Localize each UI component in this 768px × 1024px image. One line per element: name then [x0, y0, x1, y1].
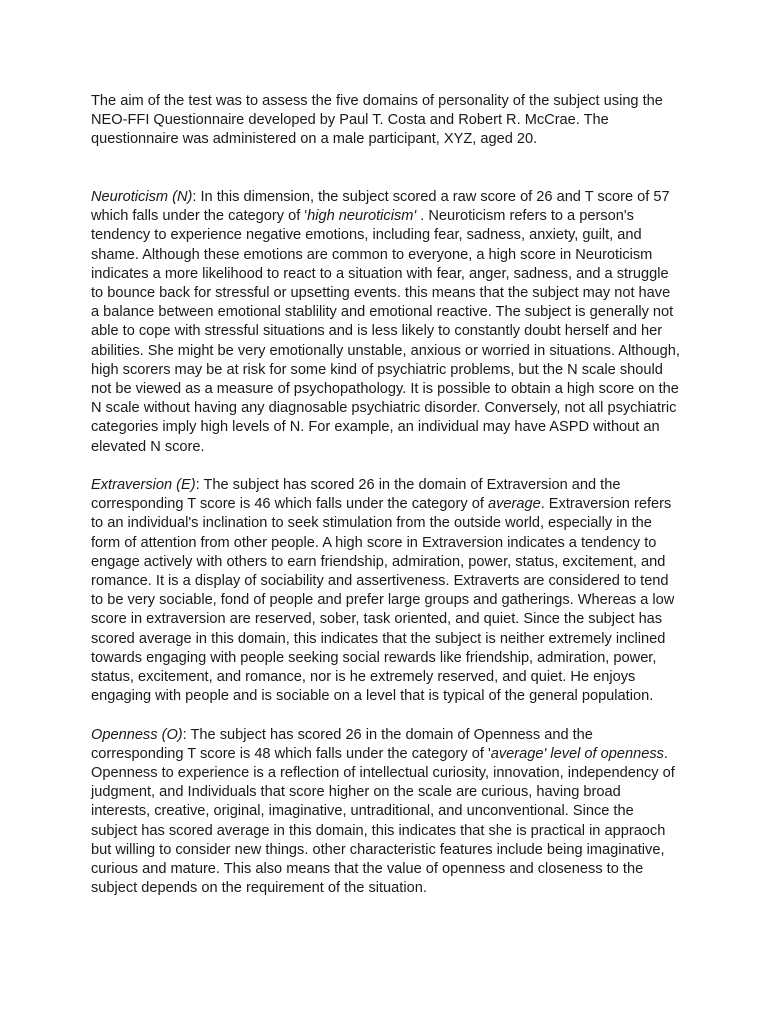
extraversion-text-1: : The subject has scored 26 in the domain of Extraversion and the corresponding T score is 46 which falls under the category of [91, 477, 621, 513]
openness-paragraph [91, 726, 681, 899]
neuroticism-heading: Neuroticism (N) [91, 189, 193, 205]
neuroticism-category: high neuroticism' [307, 208, 417, 225]
openness-heading: Openness (O) [91, 726, 183, 743]
intro-paragraph [91, 92, 681, 150]
neuroticism-paragraph [91, 188, 681, 457]
extraversion-heading: Extraversion (E) [91, 477, 196, 494]
openness-text-1: : The subject has scored 26 in the domain of Openness and the corresponding T score is 48 which falls under the category of ' [91, 726, 593, 762]
extraversion-text-2: . Extraversion refers to an individual's inclination to seek stimulation from the outside world, especially in the form of attention from other people. A high score in Extraversion indicates a tendency to engage actively with others to earn friendship, admiration, power, status, excitement, and romance. It is a display of sociability and assertiveness. Extraverts are considered to tend to be very sociable, fond of people and prefer large groups and gatherings. Whereas a low score in extraversion are reserved, sober, task oriented, and quiet. Since the subject has scored average in this domain, this indicates that the subject is neither extremely inclined towards engaging with people seeking social rewards like friendship, admiration, power, status, excitement, and romance, nor is he extremely reserved, and quiet. He enjoys engaging with people and is sociable on a level that is typical of the general population. [91, 496, 675, 705]
intro-text: The aim of the test was to assess the five domains of personality of the subject using the NEO-FFI Questionnaire developed by Paul T. Costa and Robert R. McCrae. The questionnaire was administered on a male participant, XYZ, aged 20. [91, 93, 663, 148]
openness-category: average' level of openness [490, 745, 664, 762]
neuroticism-text-2: . Neuroticism refers to a person's tendency to experience negative emotions, including fear, sadness, anxiety, guilt, and shame. Although these emotions are common to everyone, a high score in Neuroticism indicates a more likelihood to react to a situation with fear, anger, sadness, and a struggle to bounce back for stressful or upsetting events. this means that the subject may not have a balance between emotional stablility and emotional reactive. The subject is generally not able to cope with stressful situations and is less likely to constantly doubt herself and her abilities. She might be very emotionally unstable, anxious or worried in situations. Although, high scorers may be at risk for some kind of psychiatric problems, but the N scale should not be viewed as a measure of psychopathology. It is possible to obtain a high score on the N scale without having any diagnosable psychiatric disorder. Conversely, not all psychiatric categories imply high levels of N. For example, an individual may have ASPD without an elevated N score. [91, 208, 680, 455]
neuroticism-text-1: : In this dimension, the subject scored a raw score of 26 and T score of 57 which falls under the category of ' [91, 189, 670, 225]
document-body [91, 92, 681, 898]
openness-text-2: . Openness to experience is a reflection of intellectual curiosity, innovation, independency of judgment, and Individuals that score higher on the scale are curious, having broad interests, creative, original, imaginative, untraditional, and unconventional. Since the subject has scored average in this domain, this indicates that she is practical in appraoch but willing to consider new things. other characteristic features include being imaginative, curious and mature. This also means that the value of openness and closeness to the subject depends on the requirement of the situation. [91, 745, 675, 897]
extraversion-paragraph [91, 476, 681, 706]
extraversion-category: average [487, 496, 541, 513]
